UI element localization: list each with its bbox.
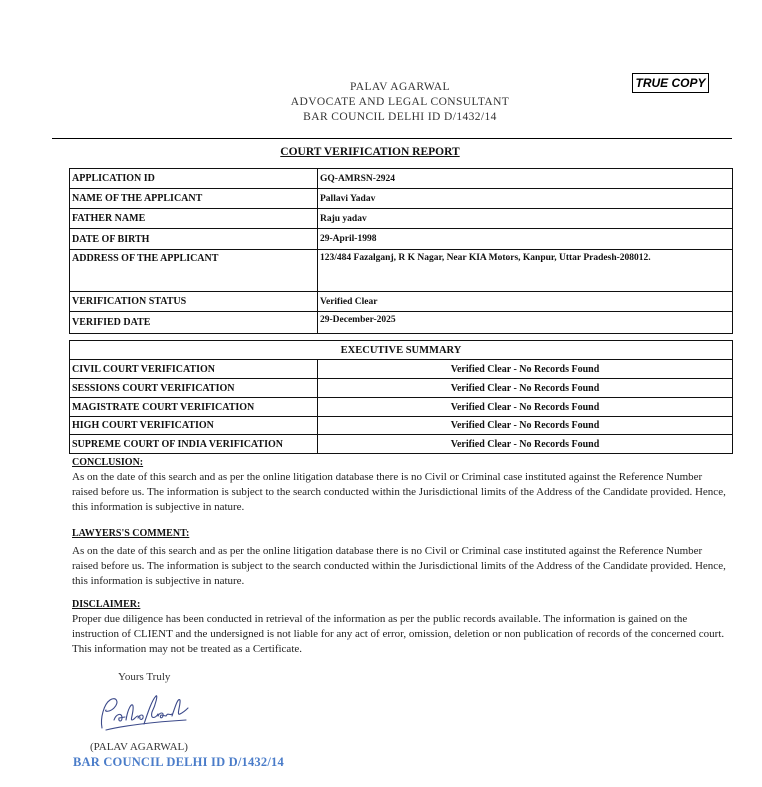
signatory-council-id: BAR COUNCIL DELHI ID D/1432/14 (73, 755, 284, 769)
table-header-row (70, 341, 733, 360)
row-value: Pallavi Yadav (318, 189, 733, 209)
true-copy-stamp: TRUE COPY (632, 73, 709, 93)
row-label: APPLICATION ID (70, 169, 318, 189)
row-value: GQ-AMRSN-2924 (318, 169, 733, 189)
court-label: SUPREME COURT OF INDIA VERIFICATION (70, 435, 318, 454)
row-value: Raju yadav (318, 209, 733, 229)
court-result: Verified Clear - No Records Found (318, 417, 733, 435)
disclaimer-text: Proper due diligence has been conducted in retrieval of the information as per the public records available. The information is gained on the instruction of CLIENT and the undersigned is not liable for any act of error, omission, deletion or non publication of records of the concerned court. This information may not be treated as a Certificate. (72, 613, 725, 656)
row-label: NAME OF THE APPLICANT (70, 189, 318, 209)
lawyers-comment-heading: LAWYERS'S COMMENT: (72, 528, 190, 539)
executive-summary-table (69, 340, 733, 454)
row-label: VERIFICATION STATUS (70, 292, 318, 312)
summary-heading: EXECUTIVE SUMMARY (70, 341, 733, 360)
handwritten-signature (92, 690, 192, 735)
table-row (70, 209, 733, 229)
letterhead (200, 80, 600, 125)
advocate-council-id: BAR COUNCIL DELHI ID D/1432/14 (303, 111, 497, 123)
court-result: Verified Clear - No Records Found (318, 435, 733, 454)
table-row (70, 398, 733, 417)
row-value: Verified Clear (318, 292, 733, 312)
court-label: SESSIONS COURT VERIFICATION (70, 379, 318, 398)
table-row (70, 379, 733, 398)
table-row (70, 169, 733, 189)
table-row (70, 312, 733, 334)
header-divider (52, 138, 732, 139)
table-row (70, 360, 733, 379)
conclusion-text: As on the date of this search and as per the online litigation database there is no Civil or Criminal case instituted against the Reference Number raised before us. The information is subject to the search conducted within the Jurisdictional limits of the Address of the Candidate provided. Hence, this information is subjective in nature. (72, 471, 726, 514)
table-row (70, 250, 733, 292)
signatory-name: (PALAV AGARWAL) (90, 741, 188, 753)
row-value: 123/484 Fazalganj, R K Nagar, Near KIA Motors, Kanpur, Uttar Pradesh-208012. (318, 250, 733, 292)
advocate-name: PALAV AGARWAL (350, 81, 450, 93)
closing-salutation: Yours Truly (118, 671, 171, 683)
court-result: Verified Clear - No Records Found (318, 379, 733, 398)
court-result: Verified Clear - No Records Found (318, 398, 733, 417)
court-label: CIVIL COURT VERIFICATION (70, 360, 318, 379)
table-row (70, 417, 733, 435)
row-label: FATHER NAME (70, 209, 318, 229)
table-row (70, 229, 733, 250)
court-result: Verified Clear - No Records Found (318, 360, 733, 379)
advocate-title: ADVOCATE AND LEGAL CONSULTANT (290, 96, 510, 108)
disclaimer-heading: DISCLAIMER: (72, 599, 141, 610)
table-row (70, 189, 733, 209)
conclusion-heading: CONCLUSION: (72, 457, 144, 468)
row-value: 29-December-2025 (318, 312, 733, 334)
row-label: VERIFIED DATE (70, 312, 318, 334)
row-label: DATE OF BIRTH (70, 229, 318, 250)
lawyers-comment-text: As on the date of this search and as per the online litigation database there is no Civil or Criminal case instituted against the Reference Number raised before us. The information is subject to the search conducted within the Jurisdictional limits of the Address of the Candidate provided. Hence, this information is subjective in nature. (72, 545, 726, 588)
row-label: ADDRESS OF THE APPLICANT (70, 250, 318, 292)
row-value: 29-April-1998 (318, 229, 733, 250)
report-title: COURT VERIFICATION REPORT (280, 146, 460, 158)
court-label: MAGISTRATE COURT VERIFICATION (70, 398, 318, 417)
table-row (70, 292, 733, 312)
table-row (70, 435, 733, 454)
applicant-details-table (69, 168, 733, 334)
court-label: HIGH COURT VERIFICATION (70, 417, 318, 435)
